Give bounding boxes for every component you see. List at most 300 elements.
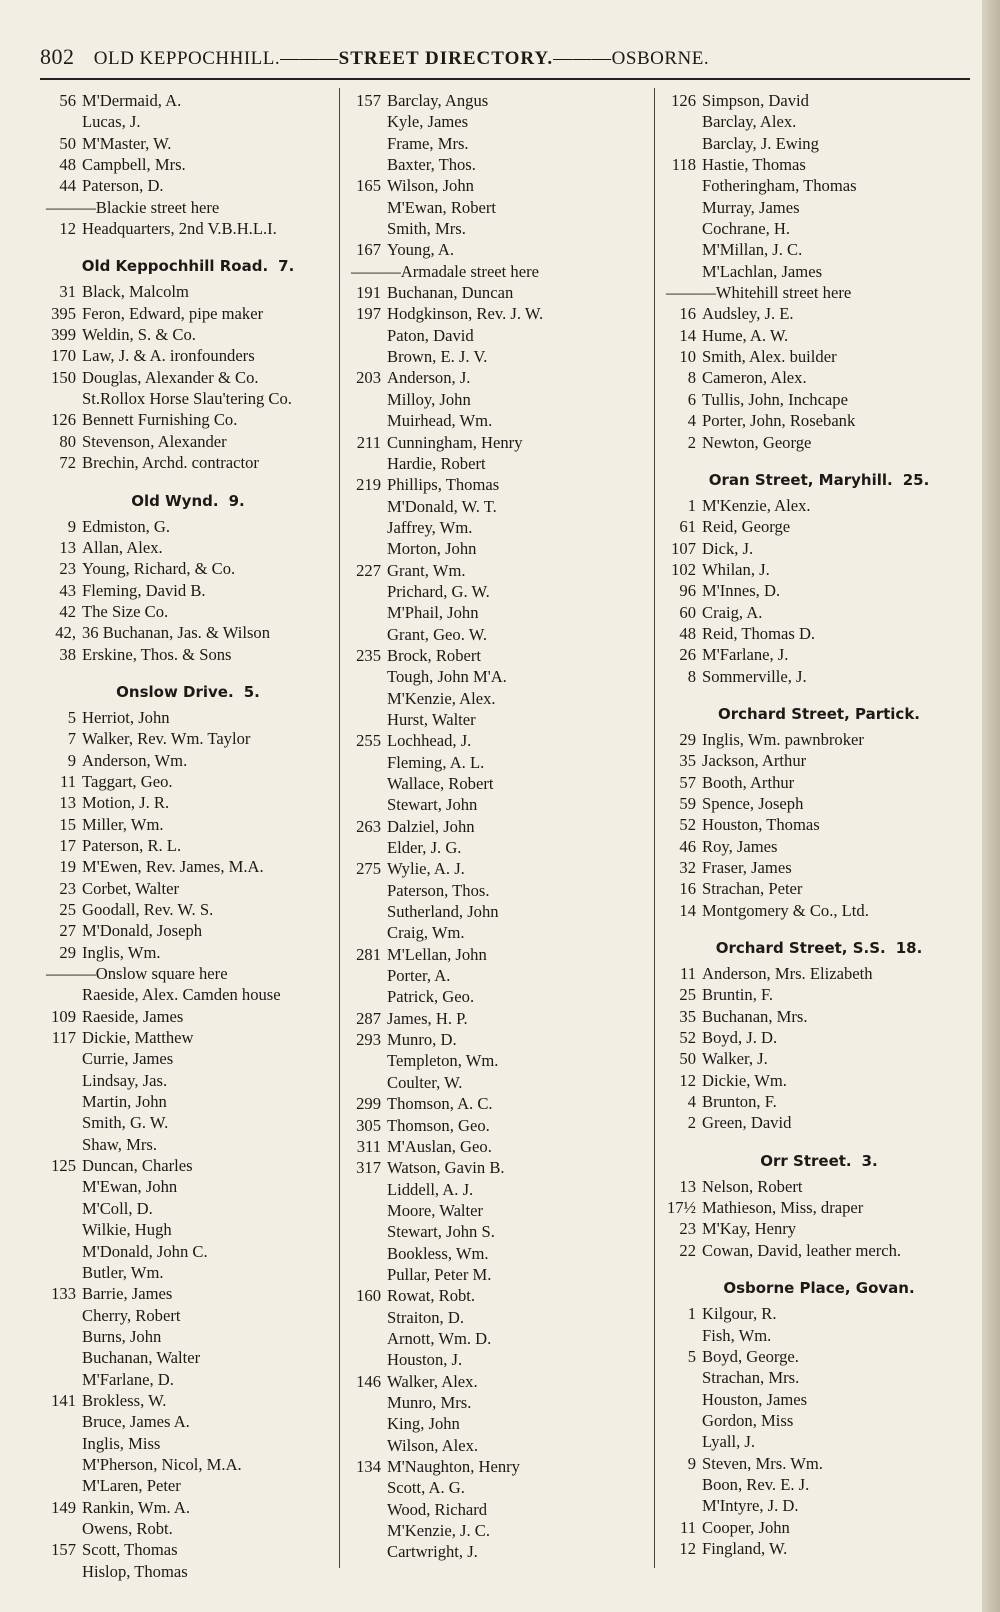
resident-name: M'Kay, Henry xyxy=(702,1219,797,1239)
directory-entry xyxy=(660,432,978,453)
directory-entry xyxy=(40,388,336,409)
directory-entry xyxy=(345,517,645,538)
house-number: 13 xyxy=(679,1176,696,1196)
house-number xyxy=(40,1369,82,1390)
street-name: Oran Street, Maryhill. xyxy=(708,470,893,489)
directory-entry xyxy=(660,580,978,601)
directory-entry xyxy=(40,580,336,601)
resident-name: 36 Buchanan, Jas. & Wilson xyxy=(82,623,270,643)
district-code: 9. xyxy=(228,491,245,510)
resident-name: Nelson, Robert xyxy=(702,1176,803,1196)
directory-entry xyxy=(40,1048,336,1069)
directory-entry xyxy=(40,622,336,643)
directory-entry xyxy=(345,965,645,986)
directory-entry xyxy=(345,602,645,623)
house-number xyxy=(345,1349,387,1370)
resident-name: Pullar, Peter M. xyxy=(387,1264,492,1284)
directory-entry xyxy=(345,474,645,495)
directory-entry xyxy=(40,345,336,366)
directory-entry xyxy=(660,963,978,984)
directory-entry xyxy=(660,1303,978,1324)
directory-entry xyxy=(345,346,645,367)
resident-name: Wood, Richard xyxy=(387,1499,488,1519)
resident-name: Erskine, Thos. & Sons xyxy=(82,644,232,664)
resident-name: Black, Malcolm xyxy=(82,282,189,302)
house-number: 118 xyxy=(671,155,696,175)
house-number: 191 xyxy=(356,283,381,303)
directory-entry xyxy=(660,857,978,878)
resident-name: M'Millan, J. C. xyxy=(702,240,803,260)
house-number: 5 xyxy=(67,707,76,727)
street-name: Onslow Drive. xyxy=(116,682,234,701)
resident-name: Douglas, Alexander & Co. xyxy=(82,367,259,387)
directory-entry xyxy=(345,1093,645,1114)
directory-entry xyxy=(40,878,336,899)
resident-name: M'Farlane, D. xyxy=(82,1369,174,1389)
directory-entry xyxy=(40,1454,336,1475)
resident-name: Brunton, F. xyxy=(702,1092,777,1112)
house-number: 56 xyxy=(59,91,76,110)
directory-entry xyxy=(345,1157,645,1178)
resident-name: Brokless, W. xyxy=(82,1390,167,1410)
resident-name: Porter, John, Rosebank xyxy=(702,411,856,431)
directory-entry xyxy=(40,324,336,345)
house-number: 16 xyxy=(679,304,696,324)
resident-name: Gordon, Miss xyxy=(702,1410,794,1430)
resident-name: Hodgkinson, Rev. J. W. xyxy=(387,304,544,324)
house-number xyxy=(345,538,387,559)
house-number xyxy=(345,1328,387,1349)
resident-name: Buchanan, Duncan xyxy=(387,283,514,303)
directory-entry xyxy=(40,1027,336,1048)
directory-entry xyxy=(345,282,645,303)
street-heading xyxy=(660,453,978,495)
resident-name: Anderson, Wm. xyxy=(82,750,188,770)
resident-name: M'Farlane, J. xyxy=(702,645,789,665)
cross-street-note xyxy=(40,963,336,984)
directory-entry xyxy=(345,1477,645,1498)
directory-entry xyxy=(345,325,645,346)
house-number: 44 xyxy=(59,176,76,196)
directory-entry xyxy=(660,1517,978,1538)
house-number xyxy=(40,1241,82,1262)
house-number xyxy=(345,453,387,474)
house-number xyxy=(345,688,387,709)
house-number xyxy=(660,1325,702,1346)
house-number: 57 xyxy=(679,772,696,792)
resident-name: Newton, George xyxy=(702,432,812,452)
resident-name: Moore, Walter xyxy=(387,1200,484,1220)
directory-entry xyxy=(660,90,978,111)
house-number xyxy=(345,965,387,986)
resident-name: Bruntin, F. xyxy=(702,985,774,1005)
house-number xyxy=(660,197,702,218)
house-number xyxy=(660,1431,702,1452)
house-number: 299 xyxy=(356,1094,381,1114)
directory-entry xyxy=(660,346,978,367)
house-number xyxy=(345,581,387,602)
directory-entry xyxy=(345,367,645,388)
directory-entry xyxy=(40,1219,336,1240)
house-number: 9 xyxy=(687,1453,696,1473)
resident-name: Headquarters, 2nd V.B.H.L.I. xyxy=(82,219,277,239)
house-number: 15 xyxy=(59,814,76,834)
resident-name: Strachan, Mrs. xyxy=(702,1368,800,1388)
directory-entry xyxy=(660,1389,978,1410)
directory-entry xyxy=(40,1262,336,1283)
resident-name: Taggart, Geo. xyxy=(82,771,173,791)
house-number xyxy=(40,1347,82,1368)
directory-entry xyxy=(345,560,645,581)
resident-name: Brown, E. J. V. xyxy=(387,347,488,367)
resident-name: Hume, A. W. xyxy=(702,325,789,345)
resident-name: Reid, George xyxy=(702,517,791,537)
street-heading xyxy=(660,1134,978,1176)
house-number: 17½ xyxy=(666,1198,696,1218)
resident-name: Anderson, J. xyxy=(387,368,471,388)
house-number: 43 xyxy=(59,580,76,600)
house-number: 170 xyxy=(51,346,76,366)
resident-name: M'Master, W. xyxy=(82,133,172,153)
resident-name: The Size Co. xyxy=(82,601,169,621)
resident-name: Munro, D. xyxy=(387,1030,457,1050)
resident-name: Arnott, Wm. D. xyxy=(387,1328,492,1348)
house-number: 125 xyxy=(51,1156,76,1176)
resident-name: Butler, Wm. xyxy=(82,1262,164,1282)
house-number: 305 xyxy=(356,1115,381,1135)
resident-name: Bruce, James A. xyxy=(82,1412,190,1432)
directory-entry xyxy=(345,1328,645,1349)
directory-entry xyxy=(40,1326,336,1347)
street-heading xyxy=(660,921,978,963)
directory-entry xyxy=(40,1433,336,1454)
resident-name: Green, David xyxy=(702,1113,792,1133)
directory-entry xyxy=(345,645,645,666)
directory-entry xyxy=(40,367,336,388)
house-number xyxy=(660,239,702,260)
house-number xyxy=(40,1134,82,1155)
house-number: 167 xyxy=(356,240,381,260)
directory-entry xyxy=(345,1285,645,1306)
cross-street-note xyxy=(40,197,336,218)
resident-name: Cochrane, H. xyxy=(702,219,791,239)
resident-name: Thomson, A. C. xyxy=(387,1094,493,1114)
resident-name: Smith, Alex. builder xyxy=(702,347,837,367)
resident-name: Rankin, Wm. A. xyxy=(82,1497,191,1517)
directory-entry xyxy=(660,559,978,580)
directory-entry xyxy=(345,1072,645,1093)
house-number xyxy=(345,1050,387,1071)
house-number: 2 xyxy=(687,1113,696,1133)
directory-entry xyxy=(40,750,336,771)
resident-name: Morton, John xyxy=(387,539,477,559)
resident-name: Smith, Mrs. xyxy=(387,219,466,239)
directory-entry xyxy=(345,1435,645,1456)
house-number: 29 xyxy=(679,729,696,749)
directory-entry xyxy=(345,1200,645,1221)
resident-name: Weldin, S. & Co. xyxy=(82,325,196,345)
resident-name: Wilson, Alex. xyxy=(387,1435,479,1455)
resident-name: M'Kenzie, Alex. xyxy=(702,495,811,515)
house-number: 25 xyxy=(679,985,696,1005)
house-number: 17 xyxy=(59,835,76,855)
resident-name: Phillips, Thomas xyxy=(387,475,500,495)
house-number: 9 xyxy=(67,516,76,536)
house-number xyxy=(345,1307,387,1328)
directory-entry xyxy=(40,133,336,154)
house-number: 80 xyxy=(59,431,76,451)
street-heading xyxy=(40,239,336,281)
directory-entry xyxy=(40,281,336,302)
directory-entry xyxy=(345,1029,645,1050)
house-number: 1 xyxy=(687,495,696,515)
directory-entry xyxy=(40,601,336,622)
house-number: 59 xyxy=(679,793,696,813)
house-number: 23 xyxy=(679,1219,696,1239)
resident-name: M'Pherson, Nicol, M.A. xyxy=(82,1454,242,1474)
resident-name: Wallace, Robert xyxy=(387,774,494,793)
resident-name: Owens, Robt. xyxy=(82,1518,173,1538)
resident-name: Thomson, Geo. xyxy=(387,1115,490,1135)
resident-name: Roy, James xyxy=(702,836,778,856)
resident-name: M'Intyre, J. D. xyxy=(702,1496,799,1516)
directory-entry xyxy=(345,1115,645,1136)
resident-name: Walker, Alex. xyxy=(387,1371,478,1391)
street-heading xyxy=(660,687,978,729)
directory-entry xyxy=(345,794,645,815)
resident-name: Raeside, James xyxy=(82,1006,184,1026)
street-name: Old Keppochhill Road. xyxy=(81,257,269,276)
house-number: 35 xyxy=(679,751,696,771)
house-number xyxy=(345,1179,387,1200)
resident-name: Duncan, Charles xyxy=(82,1156,193,1176)
resident-name: Muirhead, Wm. xyxy=(387,411,493,431)
directory-entry xyxy=(40,1390,336,1411)
house-number: 317 xyxy=(356,1158,381,1178)
house-number xyxy=(345,389,387,410)
resident-name: Tough, John M'A. xyxy=(387,667,507,687)
resident-name: Dickie, Wm. xyxy=(702,1070,787,1090)
directory-entry xyxy=(345,496,645,517)
house-number: 160 xyxy=(356,1286,381,1306)
note-text: ———Onslow square here xyxy=(46,964,228,984)
house-number: 35 xyxy=(679,1006,696,1026)
directory-entry xyxy=(660,750,978,771)
resident-name: Scott, Thomas xyxy=(82,1540,178,1560)
directory-entry xyxy=(345,410,645,431)
house-number: 4 xyxy=(687,411,696,431)
house-number xyxy=(40,1091,82,1112)
house-number xyxy=(660,133,702,154)
house-number: 211 xyxy=(356,432,381,452)
resident-name: Goodall, Rev. W. S. xyxy=(82,900,214,919)
column-divider xyxy=(654,88,655,1568)
resident-name: Buchanan, Walter xyxy=(82,1348,201,1368)
house-number: 9 xyxy=(67,750,76,770)
house-number: 52 xyxy=(679,1028,696,1048)
resident-name: Currie, James xyxy=(82,1049,174,1069)
resident-name: Buchanan, Mrs. xyxy=(702,1006,808,1026)
directory-entry xyxy=(345,1221,645,1242)
directory-entry xyxy=(660,538,978,559)
house-number xyxy=(345,1413,387,1434)
resident-name: Cherry, Robert xyxy=(82,1305,181,1325)
house-number xyxy=(345,794,387,815)
directory-entry xyxy=(345,880,645,901)
directory-entry xyxy=(345,624,645,645)
house-number: 4 xyxy=(687,1092,696,1112)
house-number: 42, xyxy=(55,623,76,643)
house-number xyxy=(40,1262,82,1283)
header-dash-right: ——— xyxy=(553,48,612,69)
directory-entry xyxy=(345,837,645,858)
resident-name: Straiton, D. xyxy=(387,1307,464,1327)
resident-name: Spence, Joseph xyxy=(702,793,804,813)
page-header xyxy=(40,44,970,70)
house-number: 27 xyxy=(59,921,76,941)
directory-entry xyxy=(660,1240,978,1261)
header-rule xyxy=(40,78,970,80)
resident-name: Lindsay, Jas. xyxy=(82,1070,168,1090)
directory-entry xyxy=(660,154,978,175)
house-number: 107 xyxy=(671,538,696,558)
resident-name: Shaw, Mrs. xyxy=(82,1134,157,1154)
resident-name: Boyd, J. D. xyxy=(702,1028,778,1048)
house-number xyxy=(40,1411,82,1432)
resident-name: Jackson, Arthur xyxy=(702,751,807,771)
directory-entry xyxy=(40,1241,336,1262)
house-number xyxy=(40,388,82,409)
resident-name: Martin, John xyxy=(82,1092,167,1112)
house-number: 19 xyxy=(59,857,76,877)
directory-entry xyxy=(345,1456,645,1477)
house-number: 26 xyxy=(679,645,696,665)
cross-street-note xyxy=(345,261,645,282)
directory-entry xyxy=(660,197,978,218)
resident-name: Mathieson, Miss, draper xyxy=(702,1198,864,1218)
directory-entry xyxy=(345,239,645,260)
house-number: 11 xyxy=(680,1517,696,1537)
resident-name: Feron, Edward, pipe maker xyxy=(82,303,264,323)
resident-name: M'Phail, John xyxy=(387,603,479,623)
resident-name: Young, Richard, & Co. xyxy=(82,559,236,579)
house-number xyxy=(345,1264,387,1285)
house-number xyxy=(40,111,82,132)
resident-name: Templeton, Wm. xyxy=(387,1051,499,1071)
resident-name: Stevenson, Alexander xyxy=(82,431,227,451)
house-number xyxy=(345,1072,387,1093)
directory-entry xyxy=(345,1307,645,1328)
house-number xyxy=(345,1499,387,1520)
directory-entry xyxy=(345,901,645,922)
directory-entry xyxy=(345,453,645,474)
directory-entry xyxy=(345,1136,645,1157)
district-code: 7. xyxy=(278,257,295,276)
resident-name: Allan, Alex. xyxy=(82,537,163,557)
directory-entry xyxy=(660,793,978,814)
directory-entry xyxy=(345,1179,645,1200)
directory-entry xyxy=(345,1264,645,1285)
resident-name: Houston, Thomas xyxy=(702,815,820,835)
house-number: 8 xyxy=(687,368,696,388)
house-number xyxy=(345,496,387,517)
house-number xyxy=(660,1474,702,1495)
note-text: ———Armadale street here xyxy=(351,261,539,281)
house-number xyxy=(345,922,387,943)
directory-entry xyxy=(660,1453,978,1474)
directory-entry xyxy=(660,410,978,431)
house-number: 311 xyxy=(356,1136,381,1156)
resident-name: M'Auslan, Geo. xyxy=(387,1136,492,1156)
header-right-title: OSBORNE. xyxy=(611,48,710,69)
directory-entry xyxy=(345,816,645,837)
directory-entry xyxy=(660,984,978,1005)
directory-column-1 xyxy=(40,90,336,1582)
resident-name: Kyle, James xyxy=(387,112,469,132)
house-number: 263 xyxy=(356,816,381,836)
house-number: 126 xyxy=(51,410,76,430)
resident-name: M'Lachlan, James xyxy=(702,261,823,281)
house-number: 14 xyxy=(679,900,696,920)
directory-entry xyxy=(40,175,336,196)
house-number: 149 xyxy=(51,1497,76,1517)
directory-entry xyxy=(40,1305,336,1326)
resident-name: Strachan, Peter xyxy=(702,879,803,899)
directory-entry xyxy=(40,431,336,452)
resident-name: Audsley, J. E. xyxy=(702,304,794,324)
house-number: 13 xyxy=(59,537,76,557)
directory-entry xyxy=(660,389,978,410)
directory-entry xyxy=(660,325,978,346)
house-number: 61 xyxy=(679,517,696,537)
resident-name: Smith, G. W. xyxy=(82,1113,169,1133)
directory-entry xyxy=(40,792,336,813)
resident-name: Scott, A. G. xyxy=(387,1478,465,1498)
resident-name: Lyall, J. xyxy=(702,1432,756,1452)
street-heading xyxy=(40,665,336,707)
directory-entry xyxy=(660,261,978,282)
directory-entry xyxy=(40,644,336,665)
directory-entry xyxy=(40,1006,336,1027)
directory-entry xyxy=(40,1475,336,1496)
directory-entry xyxy=(660,1367,978,1388)
house-number: 25 xyxy=(59,900,76,919)
house-number: 14 xyxy=(679,325,696,345)
resident-name: Barclay, J. Ewing xyxy=(702,133,819,153)
directory-entry xyxy=(345,922,645,943)
house-number xyxy=(345,624,387,645)
directory-entry xyxy=(345,389,645,410)
directory-entry xyxy=(660,900,978,921)
house-number xyxy=(345,410,387,431)
resident-name: M'Ewan, Robert xyxy=(387,197,496,217)
resident-name: Liddell, A. J. xyxy=(387,1179,474,1199)
directory-entry xyxy=(660,1495,978,1516)
directory-entry xyxy=(660,1218,978,1239)
resident-name: Fraser, James xyxy=(702,858,792,877)
resident-name: Cowan, David, leather merch. xyxy=(702,1240,902,1260)
resident-name: Dick, J. xyxy=(702,538,754,558)
house-number xyxy=(345,901,387,922)
page-binding-edge xyxy=(982,0,1000,1612)
house-number: 10 xyxy=(679,347,696,367)
resident-name: Fingland, W. xyxy=(702,1538,788,1558)
resident-name: Houston, James xyxy=(702,1389,808,1409)
house-number: 287 xyxy=(356,1008,381,1028)
directory-entry xyxy=(660,1474,978,1495)
house-number: 102 xyxy=(671,559,696,579)
house-number: 133 xyxy=(51,1284,76,1304)
